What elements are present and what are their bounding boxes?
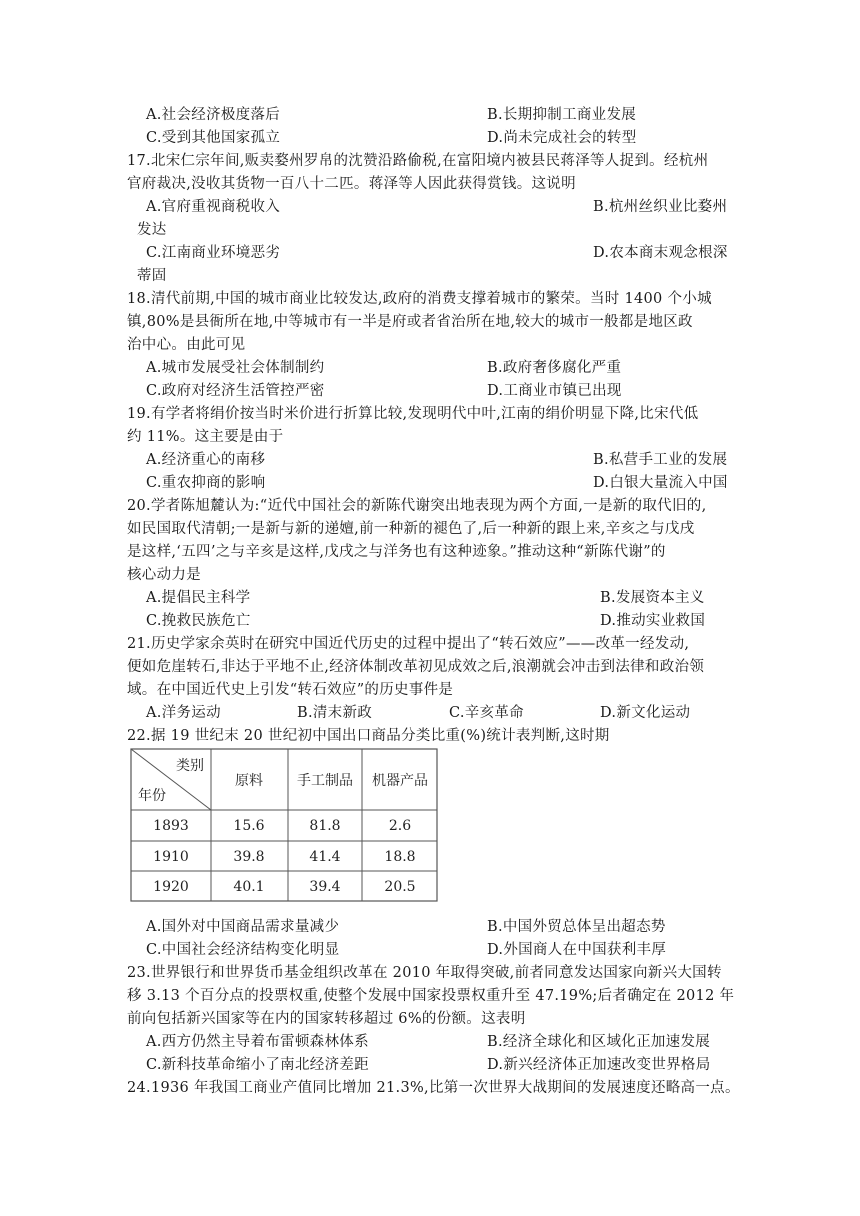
q23-option-c[interactable]: C.新科技革命缩小了南北经济差距 xyxy=(146,1057,369,1073)
table-corner-category: 类别 xyxy=(176,758,204,774)
q20-option-a[interactable]: A.提倡民主科学 xyxy=(146,590,251,606)
q24-stem-line-1: 24.1936 年我国工商业产值同比增加 21.3%,比第一次世界大战期间的发展速度还略高一点。 xyxy=(127,1080,740,1096)
q19-option-d[interactable]: D.白银大量流入中国 xyxy=(593,475,728,491)
q19-option-c[interactable]: C.重农抑商的影响 xyxy=(146,475,266,491)
table-header-machine: 机器产品 xyxy=(372,773,428,789)
table-cell: 2.6 xyxy=(388,818,412,834)
q23-option-b[interactable]: B.经济全球化和区域化正加速发展 xyxy=(487,1034,711,1050)
table-cell: 40.1 xyxy=(233,879,265,895)
q21-stem-line-3: 域。在中国近代史上引发“转石效应”的历史事件是 xyxy=(127,682,454,698)
q23-stem-line-2: 移 3.13 个百分点的投票权重,使整个发展中国家投票权重升至 47.19%;后者确定在 2012 年 xyxy=(127,988,735,1004)
q18-option-c[interactable]: C.政府对经济生活管控严密 xyxy=(146,383,325,399)
q22-option-c[interactable]: C.中国社会经济结构变化明显 xyxy=(146,942,340,958)
q16-option-b[interactable]: B.长期抑制工商业发展 xyxy=(487,107,637,123)
q23-stem-line-1: 23.世界银行和世界货币基金组织改革在 2010 年取得突破,前者同意发达国家向新兴大国转 xyxy=(127,965,722,981)
q20-stem-line-1: 20.学者陈旭麓认为:“近代中国社会的新陈代谢突出地表现为两个方面,一是新的取代旧的, xyxy=(127,498,707,514)
q20-stem-line-4: 核心动力是 xyxy=(127,567,201,583)
q17-option-c[interactable]: C.江南商业环境恶劣 xyxy=(146,245,281,261)
table-cell: 39.8 xyxy=(233,849,265,865)
q18-option-b[interactable]: B.政府奢侈腐化严重 xyxy=(487,360,622,376)
q16-option-a[interactable]: A.社会经济极度落后 xyxy=(146,107,281,123)
q17-option-a[interactable]: A.官府重视商税收入 xyxy=(146,199,281,215)
q22-stem-line-1: 22.据 19 世纪末 20 世纪初中国出口商品分类比重(%)统计表判断,这时期 xyxy=(127,728,610,744)
q17-option-b[interactable]: B.杭州丝织业比婺州 xyxy=(593,199,728,215)
q16-option-d[interactable]: D.尚未完成社会的转型 xyxy=(487,130,637,146)
q19-stem-line-1: 19.有学者将绢价按当时米价进行折算比较,发现明代中叶,江南的绢价明显下降,比宋代低 xyxy=(127,406,699,422)
q23-option-d[interactable]: D.新兴经济体正加速改变世界格局 xyxy=(487,1057,711,1073)
q17-option-d[interactable]: D.农本商末观念根深 xyxy=(593,245,728,261)
table-row-year: 1920 xyxy=(153,879,189,895)
table-corner-year: 年份 xyxy=(138,788,166,804)
table-cell: 20.5 xyxy=(384,879,416,895)
q23-stem-line-3: 前向包括新兴国家等在内的国家转移超过 6%的份额。这表明 xyxy=(127,1011,526,1027)
table-header-raw-material: 原料 xyxy=(235,773,263,789)
export-ratio-table xyxy=(130,748,440,902)
q17-stem-line-1: 17.北宋仁宗年间,贩卖婺州罗帛的沈赞沿路偷税,在富阳境内被县民蒋泽等人捉到。经杭州 xyxy=(127,153,709,169)
q21-option-c[interactable]: C.辛亥革命 xyxy=(449,705,524,721)
q18-option-d[interactable]: D.工商业市镇已出现 xyxy=(487,383,622,399)
export-ratio-table-grid xyxy=(130,748,440,902)
q20-option-c[interactable]: C.挽救民族危亡 xyxy=(146,613,251,629)
q20-stem-line-2: 如民国取代清朝;一是新与新的递嬗,前一种新的褪色了,后一种新的跟上来,辛亥之与戊戌 xyxy=(127,521,695,537)
q20-stem-line-3: 是这样,‘五四’之与辛亥是这样,戊戌之与洋务也有这种迹象。”推动这种“新陈代谢”的 xyxy=(127,544,666,560)
q19-option-b[interactable]: B.私营手工业的发展 xyxy=(593,452,728,468)
q22-option-d[interactable]: D.外国商人在中国获利丰厚 xyxy=(487,942,667,958)
q21-stem-line-2: 便如危崖转石,非达于平地不止,经济体制改革初见成效之后,浪潮就会冲击到法律和政治领 xyxy=(127,659,705,675)
table-cell: 39.4 xyxy=(309,879,341,895)
q17-option-b-continued: 发达 xyxy=(137,222,167,238)
q19-option-a[interactable]: A.经济重心的南移 xyxy=(146,452,266,468)
table-header-handmade: 手工制品 xyxy=(297,773,353,789)
q18-stem-line-3: 治中心。由此可见 xyxy=(127,337,246,353)
q21-option-d[interactable]: D.新文化运动 xyxy=(600,705,691,721)
q20-option-b[interactable]: B.发展资本主义 xyxy=(600,590,705,606)
q18-stem-line-2: 镇,80%是县衙所在地,中等城市有一半是府或者省治所在地,较大的城市一般都是地区政 xyxy=(127,314,693,330)
q18-stem-line-1: 18.清代前期,中国的城市商业比较发达,政府的消费支撑着城市的繁荣。当时 1400 个小城 xyxy=(127,291,712,307)
q17-option-d-continued: 蒂固 xyxy=(137,268,167,284)
q21-stem-line-1: 21.历史学家余英时在研究中国近代历史的过程中提出了“转石效应”——改革一经发动, xyxy=(127,636,690,652)
table-cell: 15.6 xyxy=(233,818,265,834)
table-row-year: 1910 xyxy=(153,849,189,865)
table-cell: 18.8 xyxy=(384,849,416,865)
table-cell: 81.8 xyxy=(309,818,341,834)
table-row-year: 1893 xyxy=(153,818,189,834)
q17-stem-line-2: 官府裁决,没收其货物一百八十二匹。蒋泽等人因此获得赏钱。这说明 xyxy=(127,176,576,192)
q22-option-b[interactable]: B.中国外贸总体呈出超态势 xyxy=(487,919,666,935)
q19-stem-line-2: 约 11%。这主要是由于 xyxy=(127,429,284,445)
q23-option-a[interactable]: A.西方仍然主导着布雷顿森林体系 xyxy=(146,1034,369,1050)
table-cell: 41.4 xyxy=(309,849,341,865)
q18-option-a[interactable]: A.城市发展受社会体制制约 xyxy=(146,360,325,376)
q22-option-a[interactable]: A.国外对中国商品需求量减少 xyxy=(146,919,340,935)
q16-option-c[interactable]: C.受到其他国家孤立 xyxy=(146,130,281,146)
q21-option-a[interactable]: A.洋务运动 xyxy=(146,705,221,721)
q21-option-b[interactable]: B.清末新政 xyxy=(297,705,373,721)
q20-option-d[interactable]: D.推动实业救国 xyxy=(600,613,706,629)
